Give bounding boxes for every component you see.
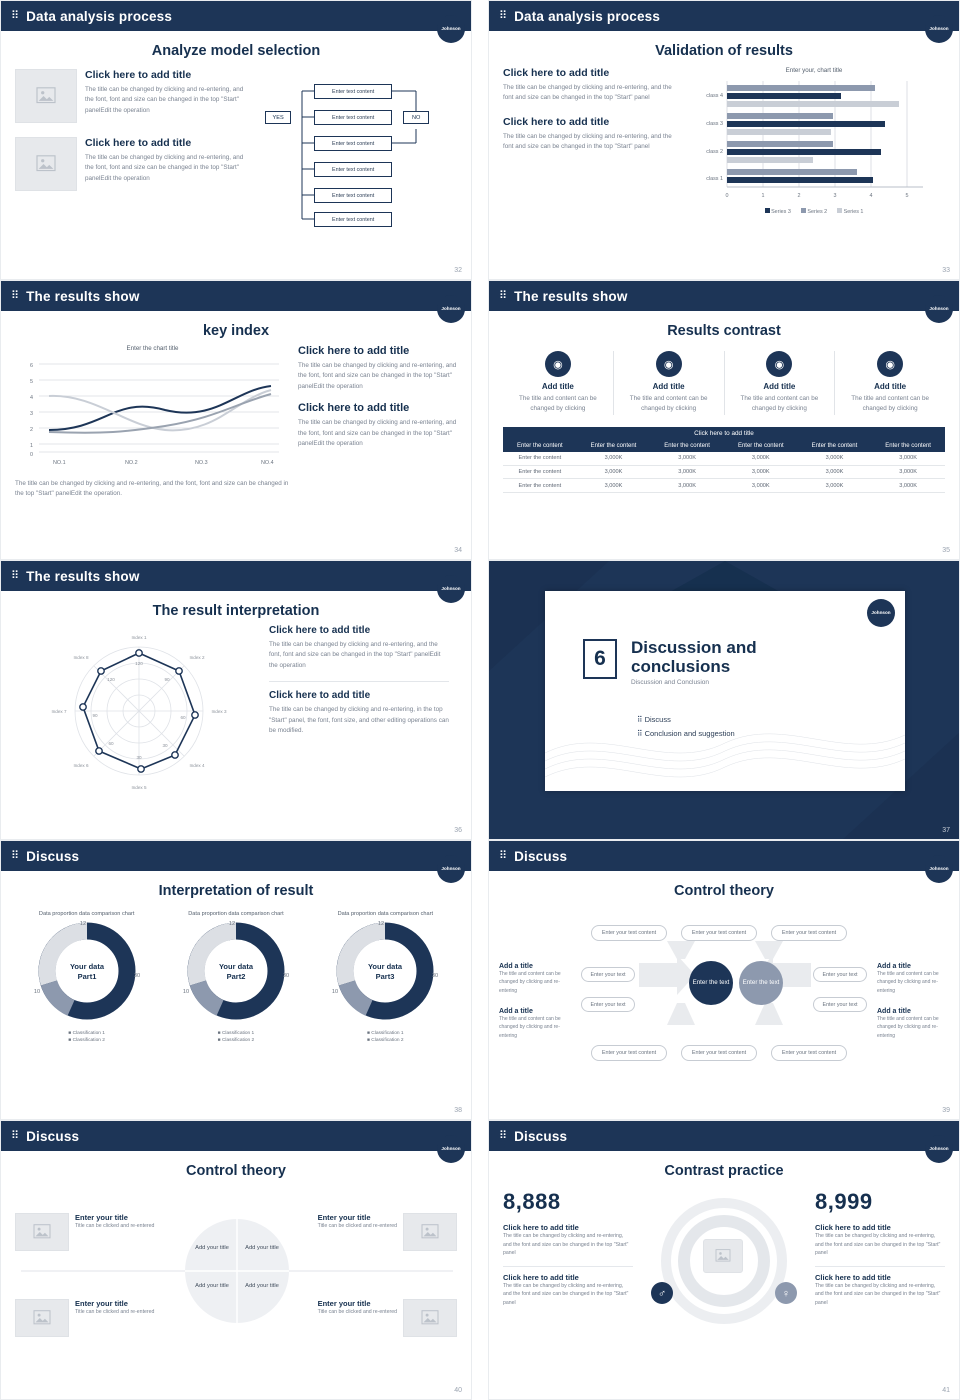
metric-left: 8,888 [503, 1189, 561, 1214]
legend-item: ■ Classification 2 [217, 1038, 255, 1044]
block-title: Enter your title [75, 1213, 128, 1222]
block-title: Click here to add title [269, 625, 371, 636]
block-title: Click here to add title [503, 1223, 579, 1232]
center-graphic [639, 1189, 809, 1345]
text-box[interactable]: Enter your text [813, 997, 867, 1012]
y-tick: class 3 [706, 121, 723, 127]
header-title: Discuss [514, 848, 568, 864]
table-row [503, 452, 945, 465]
y-tick: class 4 [706, 93, 723, 99]
block-text: The title and content can be changed by clicking and re-entering [499, 971, 561, 994]
text-box[interactable]: Enter your text [813, 967, 867, 982]
column-header: Enter the content [650, 440, 724, 452]
block-text: The title can be changed by clicking and re-entering, and the font, font and size can be changed in the top "Start" panelEdit the operation [298, 362, 457, 390]
block-text: The title can be changed by clicking and re-entering, and the font, font and size can be changed in the top "Start" panelEdit the operation [85, 86, 244, 114]
block-title: Click here to add title [298, 345, 410, 357]
svg-text:0: 0 [30, 452, 33, 458]
image-placeholder[interactable] [15, 69, 77, 123]
block-text: The title and content can be changed by clicking and re-entering [877, 1016, 939, 1039]
feature-card [503, 351, 613, 415]
text-box[interactable]: Enter your text [581, 967, 635, 982]
cell: 3,000K [577, 479, 651, 493]
page-number: 33 [942, 267, 950, 274]
feature-card [835, 351, 945, 415]
column-header: Enter the content [798, 440, 872, 452]
flow-no: NO [403, 111, 429, 124]
text-box[interactable]: Enter your text content [591, 1045, 667, 1061]
svg-text:0: 0 [725, 193, 729, 199]
slide-34 [0, 280, 472, 560]
svg-text:Your data: Your data [368, 962, 403, 971]
flow-yes: YES [265, 111, 291, 124]
header-dots-icon: ⠿ [499, 1129, 508, 1142]
card-text: The title and content can be changed by clicking [629, 395, 708, 413]
cell: 3,000K [650, 465, 724, 479]
card-title: Add title [763, 382, 796, 391]
text-box[interactable]: Enter your text content [591, 925, 667, 941]
svg-text:Index 4: Index 4 [189, 763, 205, 768]
page-number: 35 [942, 547, 950, 554]
logo-text: Johnson [441, 586, 461, 592]
block-title: Add a title [877, 1008, 911, 1015]
block-title: Click here to add title [503, 115, 610, 128]
svg-text:♂: ♂ [657, 1288, 667, 1300]
slide-header [1, 841, 471, 871]
page-title: Analyze model selection [151, 43, 321, 59]
header-title: Data analysis process [514, 8, 661, 24]
block-text: Title can be clicked and re-entered [317, 1309, 397, 1315]
header-dots-icon: ⠿ [499, 9, 508, 22]
svg-text:2: 2 [797, 193, 801, 199]
svg-text:Index 2: Index 2 [189, 655, 205, 660]
slide-header [489, 281, 959, 311]
section-subtitle: Discussion and Conclusion [631, 679, 710, 687]
brand-logo [925, 855, 953, 883]
svg-text:30: 30 [133, 973, 140, 979]
logo-text: Johnson [929, 1146, 949, 1152]
brand-logo [437, 1135, 465, 1163]
block-title: Click here to add title [85, 69, 192, 81]
page-number: 39 [942, 1107, 950, 1114]
cell: 3,000K [577, 465, 651, 479]
slide-header [489, 1, 959, 31]
cell: 3,000K [798, 452, 872, 465]
card-text: The title and content can be changed by clicking [740, 395, 819, 413]
svg-text:2: 2 [30, 427, 33, 433]
block-text: The title can be changed by clicking and re-entering, and the font and size can be changed in the top "Start" panel [815, 1233, 941, 1257]
donut-caption: Data proportion data comparison chart [337, 911, 434, 917]
feature-card [725, 351, 835, 415]
cell: 3,000K [650, 479, 724, 493]
block-text: Title can be clicked and re-entered [317, 1223, 397, 1229]
slide-header [1, 281, 471, 311]
quadrant-label[interactable]: Add your title [245, 1283, 279, 1289]
table-caption: Click here to add title [503, 427, 945, 440]
quadrant-label[interactable]: Add your title [195, 1245, 229, 1251]
svg-text:Index 8: Index 8 [73, 655, 89, 660]
card-title: Add title [652, 382, 685, 391]
block-title: Enter your title [317, 1299, 371, 1308]
header-dots-icon: ⠿ [11, 289, 20, 302]
svg-text:1: 1 [30, 443, 33, 449]
header-title: Data analysis process [26, 8, 173, 24]
svg-text:12: 12 [79, 921, 86, 927]
brand-logo [437, 855, 465, 883]
header-dots-icon: ⠿ [11, 9, 20, 22]
svg-text:NO.3: NO.3 [195, 460, 208, 466]
header-dots-icon: ⠿ [499, 289, 508, 302]
svg-text:NO.4: NO.4 [261, 460, 274, 466]
svg-text:Index 5: Index 5 [131, 785, 147, 790]
quadrant-label[interactable]: Add your title [195, 1283, 229, 1289]
slide-37 [488, 560, 960, 840]
radar-chart [15, 625, 265, 800]
bar-chart-svg [683, 77, 945, 207]
slide-35 [488, 280, 960, 560]
page-title: Results contrast [667, 323, 781, 339]
donut-chart [27, 921, 147, 1025]
svg-text:10: 10 [33, 989, 40, 995]
brand-logo [437, 295, 465, 323]
block-title: Click here to add title [298, 402, 410, 415]
block-text: The title can be changed by clicking and re-entering, and the font and size can be changed in the top "Start" panel [503, 1233, 629, 1257]
donut-chart [325, 921, 445, 1025]
slide-41 [488, 1120, 960, 1400]
svg-text:30: 30 [162, 743, 168, 748]
svg-text:NO.1: NO.1 [53, 460, 66, 466]
donut-card [164, 911, 307, 1044]
svg-text:10: 10 [332, 989, 339, 995]
block-title: Add a title [499, 963, 533, 970]
text-box[interactable]: Enter your text content [771, 1045, 847, 1061]
target-icon: ◉ [656, 351, 682, 377]
target-icon: ◉ [877, 351, 903, 377]
quadrant-diagram [1, 1187, 471, 1387]
flow-step[interactable]: Enter text content [314, 136, 392, 151]
brand-logo [925, 295, 953, 323]
svg-text:12: 12 [228, 921, 236, 927]
column-header: Enter the content [503, 440, 577, 452]
logo-text: Johnson [441, 306, 461, 312]
center-node-left[interactable]: Enter the text [689, 961, 733, 1005]
y-tick: class 2 [706, 149, 723, 155]
donut-card [15, 911, 158, 1044]
block-text: Title can be clicked and re-entered [75, 1309, 155, 1315]
svg-text:60: 60 [180, 715, 186, 720]
block-text: The title can be changed by clicking and re-entering, and the font and size can be changed in the top "Start" panel [815, 1282, 941, 1306]
brand-logo [867, 599, 895, 627]
section-title-line1: Discussion and [631, 638, 757, 657]
donut-center-line2: Part1 [77, 972, 97, 981]
brand-logo [437, 15, 465, 43]
svg-text:120: 120 [135, 661, 143, 666]
svg-text:5: 5 [905, 193, 909, 199]
legend-item: ■ Classification 1 [217, 1031, 255, 1036]
cell: 3,000K [871, 465, 945, 479]
page-title: key index [202, 323, 270, 339]
slide-39 [488, 840, 960, 1120]
block-text: The title can be changed by clicking and re-entering, and the font and size can be changed in the top "Start" panel [503, 84, 672, 102]
column-header: Enter the content [871, 440, 945, 452]
legend-item: ■ Classification 2 [68, 1038, 105, 1044]
block-text: The title can be changed by clicking and re-entering, and the font and size can be changed in the top "Start" panel [503, 1282, 629, 1306]
cell: 3,000K [724, 479, 798, 493]
block-title: Click here to add title [815, 1272, 891, 1282]
cell: 3,000K [871, 452, 945, 465]
slide-header [489, 841, 959, 871]
cell: 3,000K [798, 465, 872, 479]
chart-title: Enter the chart title [126, 345, 179, 352]
page-number: 34 [454, 547, 462, 554]
header-dots-icon: ⠿ [11, 569, 20, 582]
legend-item: ■ Classification 2 [367, 1038, 404, 1044]
block-text: The title can be changed by clicking and re-entering, and the font, font and size can be changed in the top "Start" panelEdit the operation [85, 154, 244, 182]
target-icon: ◉ [766, 351, 792, 377]
card-text: The title and content can be changed by clicking [851, 395, 929, 413]
svg-text:Index 3: Index 3 [211, 709, 227, 714]
header-title: Discuss [26, 1128, 80, 1144]
page-title: Contrast practice [664, 1163, 784, 1179]
svg-text:♀: ♀ [781, 1288, 791, 1300]
page-number: 41 [942, 1387, 950, 1394]
block-title: Add a title [499, 1008, 533, 1015]
control-diagram [489, 903, 959, 1103]
page-number: 38 [454, 1107, 462, 1114]
column-header: Enter the content [724, 440, 798, 452]
metric-right: 8,999 [815, 1189, 873, 1214]
cell: 3,000K [724, 452, 798, 465]
chart-title: Enter your, chart title [785, 67, 843, 74]
chart-footnote: The title can be changed by clicking and re-entering, and the font, font and size can be changed in the top "Start" panelEdit the operation. [15, 480, 289, 498]
column-header: Enter the content [577, 440, 651, 452]
text-box[interactable]: Enter your text content [681, 925, 757, 941]
card-title: Add title [874, 382, 907, 391]
donut-chart [176, 921, 296, 1025]
results-table [503, 427, 945, 493]
svg-text:90: 90 [92, 713, 98, 718]
donut-center-line1: Your data [69, 962, 104, 971]
flow-step[interactable]: Enter text content [314, 162, 392, 177]
slide-32 [0, 0, 472, 280]
block-text: The title can be changed by clicking and re-entering, in the top "Start" panel, the font, font size, and other editing operations can be modified. [269, 706, 449, 734]
svg-text:Part3: Part3 [375, 972, 395, 981]
flow-step[interactable]: Enter text content [314, 84, 392, 99]
logo-text: Johnson [441, 26, 461, 32]
block-title: Enter your title [317, 1213, 371, 1222]
bar-chart [683, 67, 945, 215]
logo-text: Johnson [929, 866, 949, 872]
svg-text:30: 30 [432, 973, 439, 979]
page-title: Interpretation of result [158, 883, 314, 899]
page-title: Validation of results [655, 43, 793, 59]
block-title: Click here to add title [503, 67, 610, 79]
target-icon: ◉ [545, 351, 571, 377]
center-node-right[interactable]: Enter the text [739, 961, 783, 1005]
block-title: Click here to add title [815, 1223, 891, 1232]
svg-text:1: 1 [761, 193, 765, 199]
header-title: Discuss [26, 848, 80, 864]
card-text: The title and content can be changed by clicking [519, 395, 597, 413]
card-title: Add title [541, 382, 574, 391]
y-tick: class 1 [706, 176, 723, 182]
slide-36 [0, 560, 472, 840]
page-title: The result interpretation [152, 603, 320, 619]
donut-caption: Data proportion data comparison chart [188, 911, 284, 917]
logo-text: Johnson [871, 610, 891, 616]
radar-chart-svg [15, 625, 263, 795]
svg-text:NO.2: NO.2 [125, 460, 138, 466]
legend-item: Series 2 [801, 208, 827, 215]
block-title: Add a title [877, 963, 911, 970]
section-number: 6 [583, 639, 617, 679]
svg-text:6: 6 [30, 363, 33, 369]
quadrant-label[interactable]: Add your title [245, 1245, 279, 1251]
header-title: The results show [514, 288, 628, 304]
line-chart [15, 345, 290, 500]
page-number: 40 [454, 1387, 462, 1394]
page-number: 32 [454, 267, 462, 274]
text-box[interactable]: Enter your text content [771, 925, 847, 941]
svg-text:10: 10 [182, 989, 190, 995]
image-placeholder[interactable] [703, 1239, 743, 1273]
legend-item: ■ Classification 1 [367, 1031, 404, 1036]
brand-logo [925, 15, 953, 43]
block-title: Enter your title [75, 1299, 128, 1308]
svg-text:60: 60 [108, 741, 114, 746]
page-title: Control theory [186, 1163, 286, 1179]
page-title: Control theory [674, 883, 774, 899]
header-title: The results show [26, 288, 140, 304]
table-row [503, 479, 945, 493]
slide-header [489, 1121, 959, 1151]
svg-text:5: 5 [30, 379, 33, 385]
block-text: The title and content can be changed by clicking and re-entering [877, 971, 939, 994]
slide-header [1, 1, 471, 31]
svg-text:4: 4 [30, 395, 33, 401]
page-number: 37 [942, 827, 950, 834]
block-text: The title can be changed by clicking and re-entering, and the font, font and size can be changed in the top "Start" panelEdit the operation [269, 641, 441, 669]
block-text: Title can be clicked and re-entered [75, 1223, 155, 1229]
slide-header [1, 561, 471, 591]
feature-card [614, 351, 724, 415]
table-row [503, 465, 945, 479]
brand-logo [437, 575, 465, 603]
block-text: The title can be changed by clicking and re-entering, and the font, font and size can be changed in the top "Start" panelEdit the operation [298, 419, 457, 447]
svg-text:3: 3 [30, 411, 33, 417]
legend-item: Series 3 [765, 208, 791, 215]
svg-text:12: 12 [378, 921, 385, 927]
line-chart-svg [15, 352, 287, 470]
header-title: Discuss [514, 1128, 568, 1144]
svg-text:Index 7: Index 7 [51, 709, 67, 714]
flow-step[interactable]: Enter text content [314, 212, 392, 227]
svg-text:30: 30 [136, 755, 142, 760]
flow-step[interactable]: Enter text content [314, 110, 392, 125]
page-number: 36 [454, 827, 462, 834]
cell: 3,000K [871, 479, 945, 493]
block-text: The title can be changed by clicking and re-entering, and the font and size can be changed in the top "Start" panel [503, 132, 672, 151]
slide-40 [0, 1120, 472, 1400]
slide-38 [0, 840, 472, 1120]
logo-text: Johnson [929, 306, 949, 312]
cover-bullet: ⠿ Conclusion and suggestion [637, 729, 735, 739]
cell: Enter the content [503, 452, 577, 465]
image-placeholder[interactable] [15, 137, 77, 191]
section-title-line2: conclusions [631, 656, 731, 676]
donut-caption: Data proportion data comparison chart [38, 911, 135, 917]
block-title: Click here to add title [503, 1272, 579, 1282]
logo-text: Johnson [441, 866, 461, 872]
legend-item: ■ Classification 1 [68, 1031, 105, 1036]
cell: Enter the content [503, 479, 577, 493]
svg-text:Your data: Your data [218, 962, 254, 971]
cell: Enter the content [503, 465, 577, 479]
header-dots-icon: ⠿ [11, 849, 20, 862]
cover-bullet: ⠿ Discuss [637, 715, 671, 724]
slide-33 [488, 0, 960, 280]
header-dots-icon: ⠿ [499, 849, 508, 862]
block-title: Click here to add title [85, 137, 192, 149]
slide-header [1, 1121, 471, 1151]
flow-step[interactable]: Enter text content [314, 188, 392, 203]
svg-text:4: 4 [869, 193, 873, 199]
logo-text: Johnson [441, 1146, 461, 1152]
cell: 3,000K [724, 465, 798, 479]
donut-card [314, 911, 457, 1044]
text-box[interactable]: Enter your text [581, 997, 635, 1012]
cell: 3,000K [577, 452, 651, 465]
cell: 3,000K [798, 479, 872, 493]
svg-text:30: 30 [282, 973, 290, 979]
svg-text:3: 3 [833, 193, 837, 199]
brand-logo [925, 1135, 953, 1163]
cover-card [545, 591, 905, 791]
logo-text: Johnson [929, 26, 949, 32]
text-box[interactable]: Enter your text content [681, 1045, 757, 1061]
flow-diagram [256, 69, 457, 229]
block-text: The title and content can be changed by clicking and re-entering [499, 1016, 561, 1039]
svg-text:90: 90 [164, 677, 170, 682]
header-title: The results show [26, 568, 140, 584]
svg-text:Index 6: Index 6 [73, 763, 89, 768]
table-header-row [503, 440, 945, 452]
legend-item: Series 1 [837, 208, 863, 215]
header-dots-icon: ⠿ [11, 1129, 20, 1142]
svg-text:Index 1: Index 1 [131, 635, 147, 640]
cell: 3,000K [650, 452, 724, 465]
block-title: Click here to add title [269, 690, 371, 702]
svg-text:120: 120 [107, 677, 115, 682]
svg-text:Part2: Part2 [226, 972, 246, 981]
